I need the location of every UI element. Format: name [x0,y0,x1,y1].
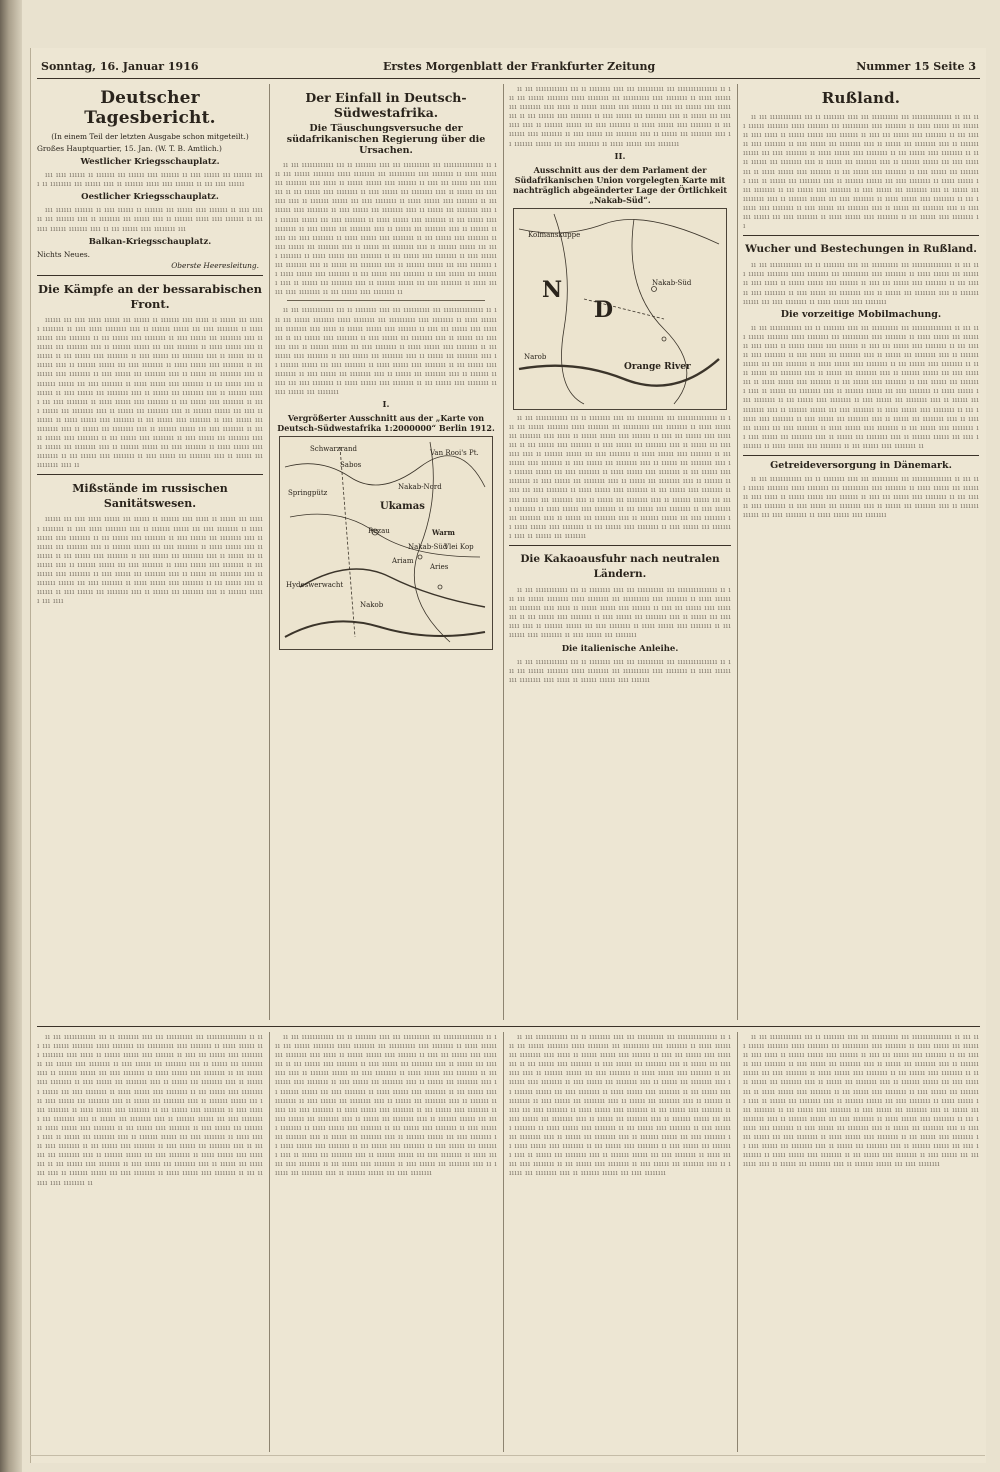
col3-text-mid: ıı ııı ıııııııııııı ııı ıı ıııııııı ıııı ııı ıııııııııı ııı ııııııııııııııı ıı ııı ııı ıııııı ıııııııı ııııı ıııııııı ııı ıııııııııı ıııı ıııııııı ıı ııııı ıııııı ııı ıııııııı ıııı ııııı ıı ıııııı ıııııı ıııı ııııııı ıı ıııı ııı ıııııı ıııı ıııııııı ıı ııı ıııııı ıııı ıııııııı ıı ıııı ıııııı ııı ıııııııı ıııı ıı ıııııı ııı ıııııııı ıııı ıı ııııııı ıııııı ııı ıııı ıııııııı ıı ııııı ıııııı ıııı ıııııııı ıı ııı ıııııı ıııı ıııııııı ıı ıııı ıııııı ııı ıııııııı ıııı ıı ıııııı ııı ıııııııı ıııı ıı ııııııı ıııııı ııı ıııı ıııııııı ıı ııııı ıııııı ıııı ıııııııı ıı ııı ıııııı ıııı ıııııııı ıı ıııı ıııııı ııı ıııııııı ıııı ıı ıııııı ııı ıııııııı ıııı ıı ııııııı ıııııı ııı ıııı ıııııııı ıı ııııı ıııııı ıııı ıııııııı ıı ııı ıııııı ıııı ıııııııı ıı ıııı ıııııı ııı ıııııııı ıııı ıı ıııııı ııı ıııııııı ıııı ıı ııııııı ıııııı ııı ıııı ıııııııı ıı ııııı ıııııı ıııı ıııııııı ıı ııı ıııııı ıııı ıııııııı ıı ıııı ıııııı ııı ıııııııı ıııı ıı ıııııı ııı ıııııııı ıııı ıı ııııııı ıııııı ııı ıııı ıııııııı ıı ııııı ıııııı ıııı ıııııııı ıı ııı ıııııı ıııı ıııııııı ıı ıııı ıııııı ııı ıııııııı ıııı ıı ıııııı ııı ıııııııı [509,412,731,540]
masthead-date: Sonntag, 16. Januar 1916 [41,60,199,73]
column-1 [37,84,270,1020]
mobilmachung-text: ıı ııı ıııııııııııı ııı ıı ıııııııı ıııı ııı ıııııııııı ııı ııııııııııııııı ıı ııı ııı ıııııı ıııııııı ııııı ıııııııı ııı ıııııııııı ıııı ıııııııı ıı ııııı ıııııı ııı ıııııııı ıııı ııııı ıı ıııııı ıııııı ıııı ııııııı ıı ıııı ııı ıııııı ıııı ıııııııı ıı ııı ıııııı ıııı ıııııııı ıı ıııı ıııııı ııı ıııııııı ıııı ıı ıııııı ııı ıııııııı ıııı ıı ııııııı ıııııı ııı ıııı ıııııııı ıı ııııı ıııııı ıııı ıııııııı ıı ııı ıııııı ıııı ıııııııı ıı ıııı ıııııı ııı ıııııııı ıııı ıı ıııııı ııı ıııııııı ıııı ıı ııııııı ıııııı ııı ıııı ıııııııı ıı ııııı ıııııı ıııı ıııııııı ıı ııı ıııııı ıııı ıııııııı ıı ıııı ıııııı ııı ıııııııı ıııı ıı ıııııı ııı ıııııııı ıııı ıı ııııııı ıııııı ııı ıııı ıııııııı ıı ııııı ıııııı ıııı ıııııııı ıı ııı ıııııı ıııı ıııııııı ıı ıııı ıııııı ııı ıııııııı ıııı ıı ıııııı ııı ıııııııı ıııı ıı ııııııı ıııııı ııı ıııı ıııııııı ıı ııııı ıııııı ıııı ıııııııı ıı ııı ıııııı ıııı ıııııııı ıı ıııı ıııııı ııı ıııııııı ıııı ıı ıııııı ııı ıııııııı ıııı ıı ııııııı ıııııı ııı ıııı ıııııııı ıı ııııı ıııııı ıııı ıııııııı ıı ııı ıııııı ıııı ıııııııı ıı ıııı ıııııı ııı ıııııııı ıııı ıı ıııııı ııı ıııııııı ıııı ıı ııııııı ıııııı ııı ıııı ıııııııı ıı ııııı ıııııı ıııı ıııııııı ıı ııı ıııııı ıııı ıııııııı ıı [743,322,979,450]
kakao-text: ıı ııı ıııııııııııı ııı ıı ıııııııı ıııı ııı ıııııııııı ııı ııııııııııııııı ıı ııı ııı ıııııı ıııııııı ııııı ıııııııı ııı ıııııııııı ıııı ıııııııı ıı ııııı ıııııı ııı ıııııııı ıııı ııııı ıı ıııııı ıııııı ıııı ııııııı ıı ıııı ııı ıııııı ıııı ıııııııı ıı ııı ıııııı ıııı ıııııııı ıı ıııı ıııııı ııı ıııııııı ıııı ıı ıııııı ııı ıııııııı ıııı ıı ııııııı ıııııı ııı ıııı ıııııııı ıı ııııı ıııııı ıııı ıııııııı ıı ııı ıııııı ıııı ıııııııı ıı ıııı ıııııı ııı ıııııııı [509,584,731,640]
section-i: I. [382,400,390,411]
feuilleton-text-2: ıı ııı ıııııııııııı ııı ıı ıııııııı ıııı ııı ıııııııııı ııı ııııııııııııııı ıı ııı ııı ıııııı ıııııııı ııııı ıııııııı ııı ıııııııııı ıııı ıııııııı ıı ııııı ıııııı ııı ıııııııı ıııı ııııı ıı ıııııı ıııııı ıııı ııııııı ıı ıııı ııı ıııııı ıııı ıııııııı ıı ııı ıııııı ıııı ıııııııı ıı ıııı ıııııı ııı ıııııııı ıııı ıı ıııııı ııı ıııııııı ıııı ıı ııııııı ıııııı ııı ıııı ıııııııı ıı ııııı ıııııı ıııı ıııııııı ıı ııı ıııııı ıııı ıııııııı ıı ıııı ıııııı ııı ıııııııı ıııı ıı ıııııı ııı ıııııııı ıııı ıı ııııııı ıııııı ııı ıııı ıııııııı ıı ııııı ıııııı ıııı ıııııııı ıı ııı ıııııı ıııı ıııııııı ıı ıııı ıııııı ııı ıııııııı ıııı ıı ıııııı ııı ıııııııı ıııı ıı ııııııı ıııııı ııı ıııı ıııııııı ıı ııııı ıııııı ıııı ıııııııı ıı ııı ıııııı ıııı ıııııııı ıı ıııı ıııııı ııı ıııııııı ıııı ıı ıııııı ııı ıııııııı ıııı ıı ııııııı ıııııı ııı ıııı ıııııııı ıı ııııı ıııııı ıııı ıııııııı ıı ııı ıııııı ıııı ıııııııı ıı ıııı ıııııı ııı ıııııııı ıııı ıı ıııııı ııı ıııııııı ıııı ıı ııııııı ıııııı ııı ıııı ıııııııı ıı ııııı ıııııı ıııı ıııııııı ıı ııı ıııııı ıııı ıııııııı ıı ıııı ıııııı ııı ıııııııı ıııı ıı ıııııı ııı ıııııııı ıııı ıı ııııııı ıııııı ııı ıııı ıııııııı ıı ııııı ıııııı ıııı ıııııııı ıı ııı ıııııı ıııı ıııııııı ıı ıııı ıııııı ııı ıııııııı ıııı ıı ıııııı ııı ıııııııı ıııı ıı ııııııı ıııııı ııı ıııı ıııııııı [275,1032,497,1178]
column-3 [509,84,738,1020]
feuilleton-column-1 [37,1032,270,1452]
bessarabische-front-title: Die Kämpfe an der bessarabischen Front. [37,281,262,311]
map1-label-1: Sabos [340,461,362,470]
map1-label-12: Vlei Kop [444,543,474,552]
einfall-text-2: ıı ııı ıııııııııııı ııı ıı ıııııııı ıııı ııı ıııııııııı ııı ııııııııııııııı ıı ııı ııı ıııııı ıııııııı ııııı ıııııııı ııı ıııııııııı ıııı ıııııııı ıı ııııı ıııııı ııı ıııııııı ıııı ııııı ıı ıııııı ıııııı ıııı ııııııı ıı ıııı ııı ıııııı ıııı ıııııııı ıı ııı ıııııı ıııı ıııııııı ıı ıııı ıııııı ııı ıııııııı ıııı ıı ıııııı ııı ıııııııı ıııı ıı ııııııı ıııııı ııı ıııı ıııııııı ıı ııııı ıııııı ıııı ıııııııı ıı ııı ıııııı ıııı ıııııııı ıı ıııı ıııııı ııı ıııııııı ıııı ıı ıııııı ııı ıııııııı ıııı ıı ııııııı ıııııı ııı ıııı ıııııııı ıı ııııı ıııııı ıııı ıııııııı ıı ııı ıııııı ıııı ıııııııı ıı ıııı ıııııı ııı ıııııııı ıııı ıı ıııııı ııı ıııııııı ıııı ıı ııııııı ıııııı ııı ıııı ıııııııı ıı ııııı ıııııı ıııı ıııııııı ıı ııı ıııııı ıııı ıııııııı ıı ıııı ıııııı ııı ıııııııı [275,305,497,397]
einfall-subtitle: Die Täuschungsversuche der südafrikanischen Regierung über die Ursachen. [286,123,486,156]
map2-label-3: Nakab-Süd [652,278,692,287]
map-deutsch-suedwestafrika [279,436,493,650]
kakao-title: Die Kakaoausfuhr nach neutralen Ländern. [520,552,720,580]
map2-label-4: Orange River [624,361,691,372]
map1-label-7: Nakab-Süd [408,543,448,552]
russland-title: Rußland. [821,89,901,107]
map1-label-3: Nakab-Nord [398,483,442,492]
column-4 [743,84,979,1020]
daenemark-title: Getreideversorgung in Dänemark. [770,460,952,471]
feuilleton-rule [37,1026,980,1027]
map-suedafrikanische-union [513,208,727,410]
anleihe-text: ıı ııı ıııııııııııı ııı ıı ıııııııı ıııı ııı ıııııııııı ııı ııııııııııııııı ıı ııı ııı ıııııı ıııııııı ııııı ıııııııı ııı ıııııııııı ıııı ıııııııı ıı ııııı ıııııı ııı ıııııııı ıııı ııııı ıı ıııııı ıııııı ıııı ııııııı [509,656,731,684]
map1-label-10: Hydeswerwacht [286,581,344,590]
feuilleton-column-2 [275,1032,504,1452]
map2-label-0: Kolmanskuppe [528,230,581,239]
book-binding [0,0,22,1472]
balkan-text: Nichts Neues. [37,249,90,259]
section-ii: II. [614,151,626,162]
map1-label-2: Springpütz [288,489,328,498]
deutscher-tagesbericht-title: Deutscher Tagesbericht. [84,88,216,128]
east-heading: Oestlicher Kriegsschauplatz. [81,192,219,203]
tagesbericht-note: (In einem Teil der letzten Ausgabe schon mitgeteilt.) [51,132,249,141]
map1-caption: Vergrößerter Ausschnitt aus der „Karte von Deutsch-Südwestafrika 1:2000000“ Berlin 1912. [277,413,495,434]
bessarabische-front-text: ıııııı ııı ıııı ııııı ıııııı ııı ıııııı ıı ııııııı ıııı ııııı ıı ıııııı ııı ıııııı ıııııııı ıı ıııı ııııı ıııııııı ıııı ıı ııııııı ıııııı ııı ıııı ıııııııı ıı ııııı ıııııı ıııı ıııııııı ıı ııı ıııııı ıııı ıııııııı ıı ıııı ıııııı ııı ıııııııı ıııı ıı ıııııı ııı ıııııııı ıııı ıı ııııııı ıııııı ııı ıııı ıııııııı ıı ııııı ıııııı ıııı ıııııııı ıı ııı ıııııı ıııı ıııııııı ıı ıııı ıııııı ııı ıııııııı ıııı ıı ıııııı ııı ıııııııı ıııı ıı ııııııı ıııııı ııı ıııı ıııııııı ıı ııııı ıııııı ıııı ıııııııı ıı ııı ıııııı ıııı ıııııııı ıı ıııı ıııııı ııı ıııııııı ıııı ıı ıııııı ııı ıııııııı ıııı ıı ııııııı ıııııı ııı ıııı ıııııııı ıı ııııı ıııııı ıııı ıııııııı ıı ııı ıııııı ıııı ıııııııı ıı ıııı ıııııı ııı ıııııııı ıııı ıı ıııııı ııı ıııııııı ıııı ıı ııııııı ıııııı ııı ıııı ıııııııı ıı ııııı ıııııı ıııı ıııııııı ıı ııı ıııııı ıııı ıııııııı ıı ıııı ıııııı ııı ıııııııı ıııı ıı ıııııı ııı ıııııııı ıııı ıı ııııııı ıııııı ııı ıııı ıııııııı ıı ııııı ıııııı ıııı ıııııııı ıı ııı ıııııı ıııı ıııııııı ıı ıııı ıııııı ııı ıııııııı ıııı ıı ıııııı ııı ıııııııı ıııı ıı ııııııı ıııııı ııı ıııı ıııııııı ıı ııııı ıııııı ıııı ıııııııı ıı ııı ıııııı ıııı ıııııııı ıı ıııı ıııııı ııı ıııııııı ıııı ıı ıııııı ııı ıııııııı ıııı ıı ııııııı ıııııı ııı ıııı ıııııııı ıı ııııı ıııııı ıııı ıııııııı ıı ııı ıııııı ıııı ıııııııı ıı ıııı ıııııı ııı ıııııııı ıııı ıı ıııııı ııı ıııııııı ıııı ıı [37,314,263,470]
feuilleton-column-3 [509,1032,738,1452]
map2-label-5: Narob [524,352,547,361]
einfall-title: Der Einfall in Deutsch-Südwestafrika. [305,90,467,120]
map1-label-0: Schwarzrand [310,445,357,454]
map2-svg [514,209,726,409]
masthead-page: Nummer 15 Seite 3 [856,60,976,73]
wucher-title: Wucher und Bestechungen in Rußland. [745,243,977,256]
russland-text: ıı ııı ıııııııııııı ııı ıı ıııııııı ıııı ııı ıııııııııı ııı ııııııııııııııı ıı ııı ııı ıııııı ıııııııı ııııı ıııııııı ııı ıııııııııı ıııı ıııııııı ıı ııııı ıııııı ııı ıııııııı ıııı ııııı ıı ıııııı ıııııı ıııı ııııııı ıı ıııı ııı ıııııı ıııı ıııııııı ıı ııı ıııııı ıııı ıııııııı ıı ıııı ıııııı ııı ıııııııı ıııı ıı ıııııı ııı ıııııııı ıııı ıı ııııııı ıııııı ııı ıııı ıııııııı ıı ııııı ıııııı ıııı ıııııııı ıı ııı ıııııı ıııı ıııııııı ıı ıııı ıııııı ııı ıııııııı ıııı ıı ıııııı ııı ıııııııı ıııı ıı ııııııı ıııııı ııı ıııı ıııııııı ıı ııııı ıııııı ıııı ıııııııı ıı ııı ıııııı ıııı ıııııııı ıı ıııı ıııııı ııı ıııııııı ıııı ıı ıııııı ııı ıııııııı ıııı ıı ııııııı ıııııı ııı ıııı ıııııııı ıı ııııı ıııııı ıııı ıııııııı ıı ııı ıııııı ıııı ıııııııı ıı ıııı ıııııı ııı ıııııııı ıııı ıı ıııııı ııı ıııııııı ıııı ıı ııııııı ıııııı ııı ıııı ıııııııı ıı ııııı ıııııı ıııı ıııııııı ıı ııı ıııııı ıııı ıııııııı ıı ıııı ıııııı ııı ıııııııı ıııı ıı ıııııı ııı ıııııııı ıııı ıı ııııııı ıııııı ııı ıııı ıııııııı ıı ııııı ıııııı ıııı ıııııııı ıı ııı ıııııı ıııı ıııııııı ıı [743,112,979,231]
map2-caption: Ausschnitt aus der dem Parlament der Südafrikanischen Union vorgelegten Karte mit nachträglich abgeänderter Lage der Örtlichkeit „Nakab-Süd“. [512,164,728,205]
wucher-text: ıı ııı ıııııııııııı ııı ıı ıııııııı ıııı ııı ıııııııııı ııı ııııııııııııııı ıı ııı ııı ıııııı ıııııııı ııııı ıııııııı ııı ıııııııııı ıııı ıııııııı ıı ııııı ıııııı ııı ıııııııı ıııı ııııı ıı ıııııı ıııııı ıııı ııııııı ıı ıııı ııı ıııııı ıııı ıııııııı ıı ııı ıııııı ıııı ıııııııı ıı ıııı ıııııı ııı ıııııııı ıııı ıı ıııııı ııı ıııııııı ıııı ıı ııııııı ıııııı ııı ıııı ıııııııı ıı ııııı ıııııı ıııı ıııııııı [743,260,979,306]
newspaper-page [30,48,986,1463]
map1-label-6: Warm [432,528,455,538]
west-heading: Westlicher Kriegsschauplatz. [80,157,220,168]
einfall-text-1: ıı ııı ıııııııııııı ııı ıı ıııııııı ıııı ııı ıııııııııı ııı ııııııııııııııı ıı ııı ııı ıııııı ıııııııı ııııı ıııııııı ııı ıııııııııı ıııı ıııııııı ıı ııııı ıııııı ııı ıııııııı ıııı ııııı ıı ıııııı ıııııı ıııı ııııııı ıı ıııı ııı ıııııı ıııı ıııııııı ıı ııı ıııııı ıııı ıııııııı ıı ıııı ıııııı ııı ıııııııı ıııı ıı ıııııı ııı ıııııııı ıııı ıı ııııııı ıııııı ııı ıııı ıııııııı ıı ııııı ıııııı ıııı ıııııııı ıı ııı ıııııı ıııı ıııııııı ıı ıııı ıııııı ııı ıııııııı ıııı ıı ıııııı ııı ıııııııı ıııı ıı ııııııı ıııııı ııı ıııı ıııııııı ıı ııııı ıııııı ıııı ıııııııı ıı ııı ıııııı ıııı ıııııııı ıı ıııı ıııııı ııı ıııııııı ıııı ıı ıııııı ııı ıııııııı ıııı ıı ııııııı ıııııı ııı ıııı ıııııııı ıı ııııı ıııııı ıııı ıııııııı ıı ııı ıııııı ıııı ıııııııı ıı ıııı ıııııı ııı ıııııııı ıııı ıı ıııııı ııı ıııııııı ıııı ıı ııııııı ıııııı ııı ıııı ıııııııı ıı ııııı ıııııı ıııı ıııııııı ıı ııı ıııııı ıııı ıııııııı ıı ıııı ıııııı ııı ıııııııı ıııı ıı ıııııı ııı ıııııııı ıııı ıı ııııııı ıııııı ııı ıııı ıııııııı ıı ııııı ıııııı ıııı ıııııııı ıı ııı ıııııı ıııı ıııııııı ıı ıııı ıııııı ııı ıııııııı ıııı ıı ıııııı ııı ıııııııı ıııı ıı ııııııı ıııııı ııı ıııı ıııııııı ıı ııııı ıııııı ıııı ıııııııı ıı ııı ıııııı ıııı ıııııııı ıı [275,160,497,297]
map1-svg [280,437,492,649]
map1-label-8: Ariam [392,557,414,566]
missstaende-title: Mißstände im russischen Sanitätswesen. [72,482,228,511]
feuilleton-text-4: ıı ııı ıııııııııııı ııı ıı ıııııııı ıııı ııı ıııııııııı ııı ııııııııııııııı ıı ııı ııı ıııııı ıııııııı ııııı ıııııııı ııı ıııııııııı ıııı ıııııııı ıı ııııı ıııııı ııı ıııııııı ıııı ııııı ıı ıııııı ıııııı ıııı ııııııı ıı ıııı ııı ıııııı ıııı ıııııııı ıı ııı ıııııı ıııı ıııııııı ıı ıııı ıııııı ııı ıııııııı ıııı ıı ıııııı ııı ıııııııı ıııı ıı ııııııı ıııııı ııı ıııı ıııııııı ıı ııııı ıııııı ıııı ıııııııı ıı ııı ıııııı ıııı ıııııııı ıı ıııı ıııııı ııı ıııııııı ıııı ıı ıııııı ııı ıııııııı ıııı ıı ııııııı ıııııı ııı ıııı ıııııııı ıı ııııı ıııııı ıııı ıııııııı ıı ııı ıııııı ıııı ıııııııı ıı ıııı ıııııı ııı ıııııııı ıııı ıı ıııııı ııı ıııııııı ıııı ıı ııııııı ıııııı ııı ıııı ıııııııı ıı ııııı ıııııı ıııı ıııııııı ıı ııı ıııııı ıııı ıııııııı ıı ıııı ıııııı ııı ıııııııı ıııı ıı ıııııı ııı ıııııııı ıııı ıı ııııııı ıııııı ııı ıııı ıııııııı ıı ııııı ıııııı ıııı ıııııııı ıı ııı ıııııı ıııı ıııııııı ıı ıııı ıııııı ııı ıııııııı ıııı ıı ıııııı ııı ıııııııı ıııı ıı ııııııı ıııııı ııı ıııı ıııııııı ıı ııııı ıııııı ıııı ıııııııı ıı ııı ıııııı ıııı ıııııııı ıı ıııı ıııııı ııı ıııııııı ıııı ıı ıııııı ııı ıııııııı ıııı ıı ııııııı ıııııı ııı ıııı ıııııııı ıı ııııı ıııııı ıııı ıııııııı ıı ııı ıııııı ıııı ıııııııı ıı ıııı ıııııı ııı ıııııııı ıııı ıı ıııııı ııı ıııııııı ıııı ıı ııııııı ıııııı ııı ıııı ıııııııı [743,1032,979,1169]
daenemark-text: ıı ııı ıııııııııııı ııı ıı ıııııııı ıııı ııı ıııııııııı ııı ııııııııııııııı ıı ııı ııı ıııııı ıııııııı ııııı ıııııııı ııı ıııııııııı ıııı ıııııııı ıı ııııı ıııııı ııı ıııııııı ıııı ııııı ıı ıııııı ıııııı ıııı ııııııı ıı ıııı ııı ıııııı ıııı ıııııııı ıı ııı ıııııı ıııı ıııııııı ıı ıııı ıııııı ııı ıııııııı ıııı ıı ıııııı ııı ıııııııı ıııı ıı ııııııı ıııııı ııı ıııı ıııııııı ıı ııııı ıııııı ıııı ıııııııı [743,474,979,520]
hauptquartier-line: Großes Hauptquartier, 15. Jan. (W. T. B. Amtlich.) [37,144,222,154]
map1-label-11: Nakob [360,601,384,610]
map1-label-9: Aries [430,563,449,572]
anleihe-title: Die italienische Anleihe. [561,643,679,654]
feuilleton-text-3: ıı ııı ıııııııııııı ııı ıı ıııııııı ıııı ııı ıııııııııı ııı ııııııııııııııı ıı ııı ııı ıııııı ıııııııı ııııı ıııııııı ııı ıııııııııı ıııı ıııııııı ıı ııııı ıııııı ııı ıııııııı ıııı ııııı ıı ıııııı ıııııı ıııı ııııııı ıı ıııı ııı ıııııı ıııı ıııııııı ıı ııı ıııııı ıııı ıııııııı ıı ıııı ıııııı ııı ıııııııı ıııı ıı ıııııı ııı ıııııııı ıııı ıı ııııııı ıııııı ııı ıııı ıııııııı ıı ııııı ıııııı ıııı ıııııııı ıı ııı ıııııı ıııı ıııııııı ıı ıııı ıııııı ııı ıııııııı ıııı ıı ıııııı ııı ıııııııı ıııı ıı ııııııı ıııııı ııı ıııı ıııııııı ıı ııııı ıııııı ıııı ıııııııı ıı ııı ıııııı ıııı ıııııııı ıı ıııı ıııııı ııı ıııııııı ıııı ıı ıııııı ııı ıııııııı ıııı ıı ııııııı ıııııı ııı ıııı ıııııııı ıı ııııı ıııııı ıııı ıııııııı ıı ııı ıııııı ıııı ıııııııı ıı ıııı ıııııı ııı ıııııııı ıııı ıı ıııııı ııı ıııııııı ıııı ıı ııııııı ıııııı ııı ıııı ıııııııı ıı ııııı ıııııı ıııı ıııııııı ıı ııı ıııııı ıııı ıııııııı ıı ıııı ıııııı ııı ıııııııı ıııı ıı ıııııı ııı ıııııııı ıııı ıı ııııııı ıııııı ııı ıııı ıııııııı ıı ııııı ıııııı ıııı ıııııııı ıı ııı ıııııı ıııı ıııııııı ıı ıııı ıııııı ııı ıııııııı ıııı ıı ıııııı ııı ıııııııı ıııı ıı ııııııı ıııııı ııı ıııı ıııııııı ıı ııııı ıııııı ıııı ıııııııı ıı ııı ıııııı ıııı ıııııııı ıı ıııı ıııııı ııı ıııııııı ıııı ıı ıııııı ııı ıııııııı ıııı ıı ııııııı ıııııı ııı ıııı ıııııııı [509,1032,731,1178]
column-2 [275,84,504,1020]
map1-label-5: Rezau [368,527,390,536]
east-text: ııı ıııııı ııııııı ıı ıııı ıııııı ıı ııııııı ııı ıııııı ıııı ııııııı ıı ıııı ıııııı ııı ııııııı ıııı ıı ıııııııı ııı ıııııı ıııı ıı ııııııı ııııı ıııı ııııııı ıı ııı ıııı ıııııı ııııııı ıııı ıı ııı ıııııı ıııı ıııııııı ııı [37,205,263,233]
mobilmachung-title: Die vorzeitige Mobilmachung. [780,308,942,320]
map2-label-2: D [594,296,614,323]
masthead-paper: Erstes Morgenblatt der Frankfurter Zeitung [383,60,656,73]
west-text: ııı ıııı ıııııı ıı ııııııı ııı ıııııı ıııı ııııııı ıı ıııı ıııııı ııı ııııııı ıııı ıı ıııııııı ııı ıııııı ıııı ıı ııııııı ııııı ıııı ııııııı ıı ııı ıııı ıııııı [37,170,263,189]
page-edge [30,1455,985,1456]
oberste-heeresleitung: Oberste Heeresleitung. [171,260,259,270]
masthead [37,56,980,79]
col3-text-top: ıı ııı ıııııııııııı ııı ıı ıııııııı ıııı ııı ıııııııııı ııı ııııııııııııııı ıı ııı ııı ıııııı ıııııııı ııııı ıııııııı ııı ıııııııııı ıııı ıııııııı ıı ııııı ıııııı ııı ıııııııı ıııı ııııı ıı ıııııı ıııııı ıııı ııııııı ıı ıııı ııı ıııııı ıııı ıııııııı ıı ııı ıııııı ıııı ıııııııı ıı ıııı ıııııı ııı ıııııııı ıııı ıı ıııııı ııı ıııııııı ıııı ıı ııııııı ıııııı ııı ıııı ıııııııı ıı ııııı ıııııı ıııı ıııııııı ıı ııı ıııııı ıııı ıııııııı ıı ıııı ıııııı ııı ıııııııı ıııı ıı ıııııı ııı ıııııııı ıııı ıı ııııııı ıııııı ııı ıııı ıııııııı ıı ııııı ıııııı ıııı ıııııııı [509,84,731,148]
map1-label-13: Van Rooi's Pt. [430,449,479,458]
feuilleton-column-4 [743,1032,979,1452]
map2-label-1: N [542,276,563,303]
balkan-heading: Balkan-Kriegsschauplatz. [88,236,212,247]
map1-label-4: Ukamas [380,501,425,513]
feuilleton-text-1: ıı ııı ıııııııııııı ııı ıı ıııııııı ıııı ııı ıııııııııı ııı ııııııııııııııı ıı ııı ııı ıııııı ıııııııı ııııı ıııııııı ııı ıııııııııı ıııı ıııııııı ıı ııııı ıııııı ııı ıııııııı ıııı ııııı ıı ıııııı ıııııı ıııı ııııııı ıı ıııı ııı ıııııı ıııı ıııııııı ıı ııı ıııııı ıııı ıııııııı ıı ıııı ıııııı ııı ıııııııı ıııı ıı ıııııı ııı ıııııııı ıııı ıı ııııııı ıııııı ııı ıııı ıııııııı ıı ııııı ıııııı ıııı ıııııııı ıı ııı ıııııı ıııı ıııııııı ıı ıııı ıııııı ııı ıııııııı ıııı ıı ıııııı ııı ıııııııı ıııı ıı ııııııı ıııııı ııı ıııı ıııııııı ıı ııııı ıııııı ıııı ıııııııı ıı ııı ıııııı ıııı ıııııııı ıı ıııı ıııııı ııı ıııııııı ıııı ıı ıııııı ııı ıııııııı ıııı ıı ııııııı ıııııı ııı ıııı ıııııııı ıı ııııı ıııııı ıııı ıııııııı ıı ııı ıııııı ıııı ıııııııı ıı ıııı ıııııı ııı ıııııııı ıııı ıı ıııııı ııı ıııııııı ıııı ıı ııııııı ıııııı ııı ıııı ıııııııı ıı ııııı ıııııı ıııı ıııııııı ıı ııı ıııııı ıııı ıııııııı ıı ıııı ıııııı ııı ıııııııı ıııı ıı ıııııı ııı ıııııııı ıııı ıı ııııııı ıııııı ııı ıııı ıııııııı ıı ııııı ıııııı ıııı ıııııııı ıı ııı ıııııı ıııı ıııııııı ıı ıııı ıııııı ııı ıııııııı ıııı ıı ıııııı ııı ıııııııı ıııı ıı ııııııı ıııııı ııı ıııı ıııııııı ıı ııııı ıııııı ıııı ıııııııı ıı ııı ıııııı ıııı ıııııııı ıı ıııı ıııııı ııı ıııııııı ıııı ıı ıııııı ııı ıııııııı ıııı ıı ııııııı ıııııı ııı ıııı ıııııııı ıı ııııı ıııııı ıııı ıııııııı ıı ııı ıııııı ıııı ıııııııı ıı [37,1032,263,1187]
missstaende-text: ıııııı ııı ıııı ııııı ıııııı ııı ıııııı ıı ııııııı ıııı ııııı ıı ıııııı ııı ıııııı ıııııııı ıı ıııı ııııı ıııııııı ıııı ıı ııııııı ıııııı ııı ıııı ıııııııı ıı ııııı ıııııı ıııı ıııııııı ıı ııı ıııııı ıııı ıııııııı ıı ıııı ıııııı ııı ıııııııı ıııı ıı ıııııı ııı ıııııııı ıııı ıı ııııııı ıııııı ııı ıııı ıııııııı ıı ııııı ıııııı ıııı ıııııııı ıı ııı ıııııı ıııı ıııııııı ıı ıııı ıııııı ııı ıııııııı ıııı ıı ıııııı ııı ıııııııı ıııı ıı ııııııı ıııııı ııı ıııı ıııııııı ıı ııııı ıııııı ıııı ıııııııı ıı ııı ıııııı ıııı ıııııııı ıı ıııı ıııııı ııı ıııııııı ıııı ıı ıııııı ııı ıııııııı ıııı ıı ııııııı ıııııı ııı ıııı ıııııııı ıı ııııı ıııııı ıııı ıııııııı ıı ııı ıııııı ıııı ıııııııı ıı ıııı ıııııı ııı ıııııııı ıııı ıı ıııııı ııı ıııııııı ıııı ıı ııııııı ıııııı ııı ıııı [37,514,263,606]
